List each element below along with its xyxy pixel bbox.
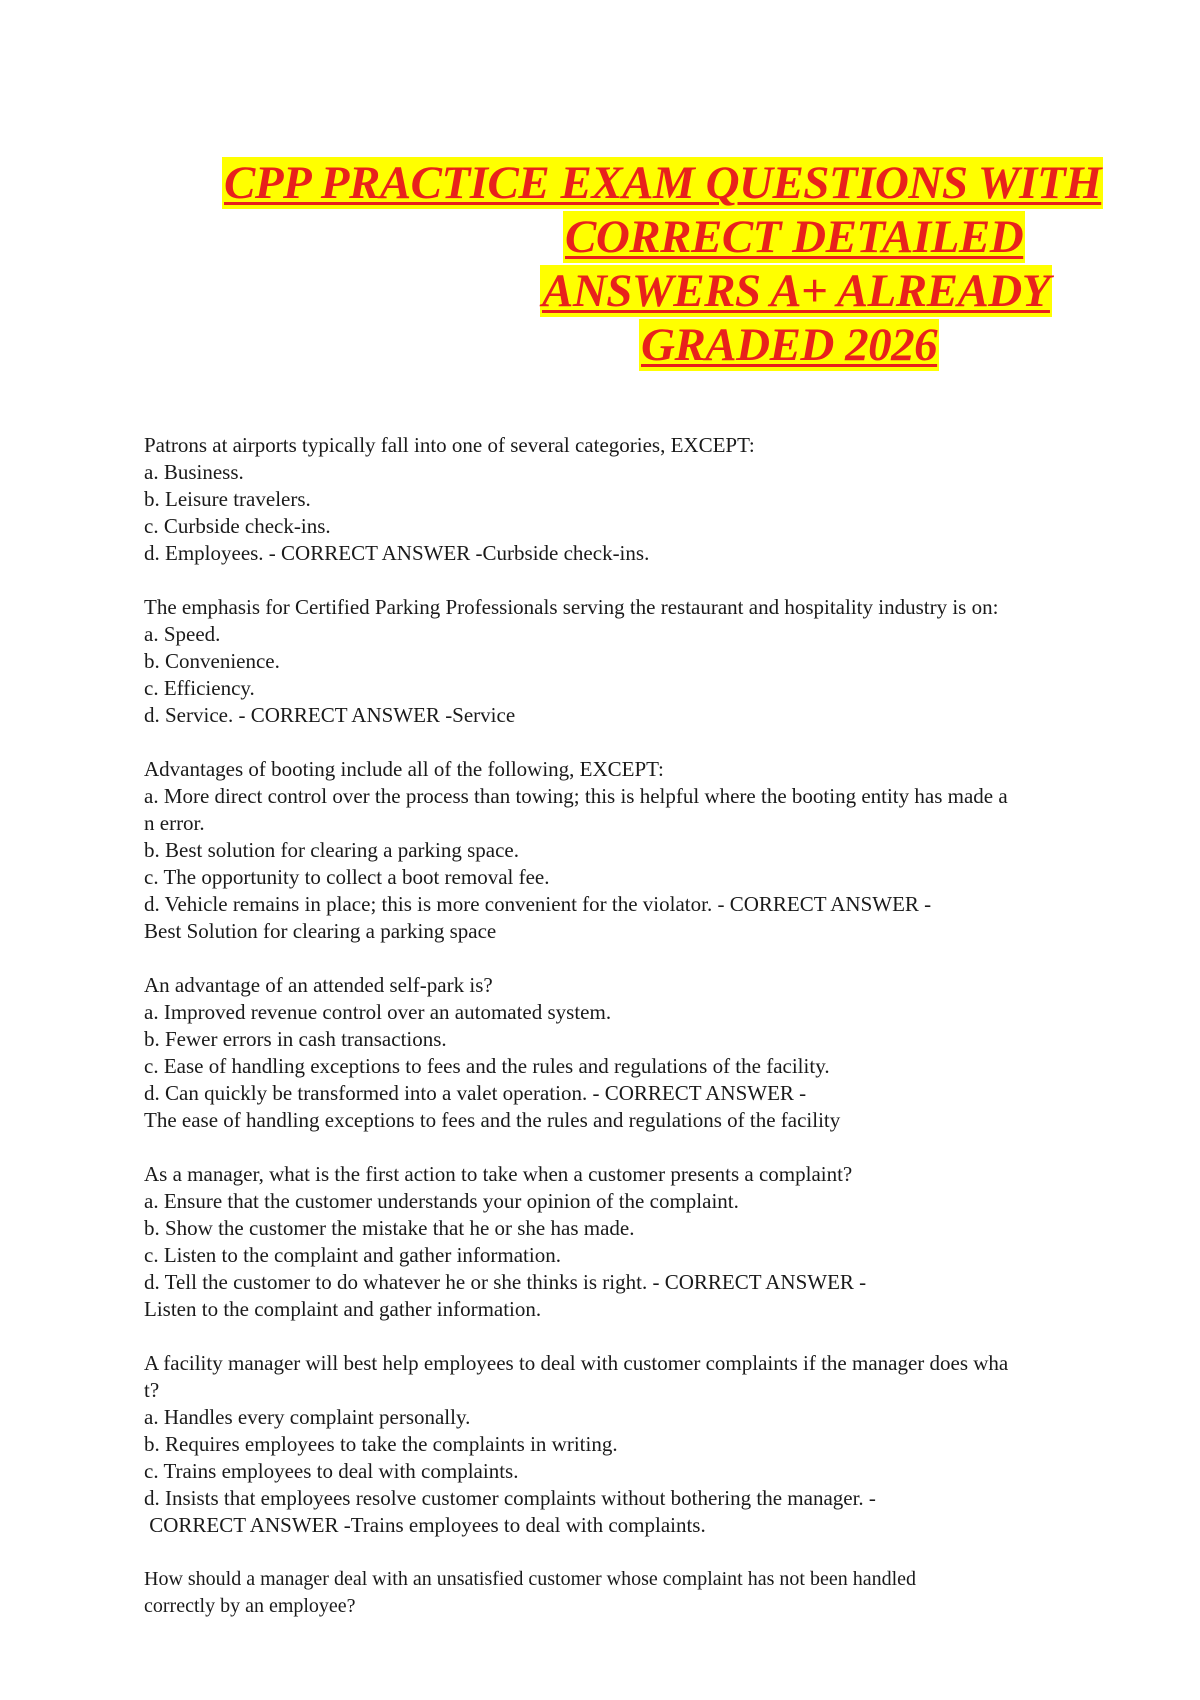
- answer-line: c. Trains employees to deal with complaints.: [144, 1459, 519, 1483]
- question-text: An advantage of an attended self-park is?: [144, 973, 493, 997]
- answer-line: The ease of handling exceptions to fees and the rules and regulations of the facility: [144, 1108, 841, 1132]
- answer-line: b. Requires employees to take the complaints in writing.: [144, 1432, 618, 1456]
- answer-line: a. Business.: [144, 460, 244, 484]
- answer-line: c. Ease of handling exceptions to fees and the rules and regulations of the facility.: [144, 1054, 830, 1078]
- answer-line: t?: [144, 1378, 160, 1402]
- question-list: [144, 432, 1064, 1647]
- answer-line: b. Leisure travelers.: [144, 487, 311, 511]
- title-line: CORRECT DETAILED: [565, 211, 1024, 263]
- answer-line: d. Employees. - CORRECT ANSWER -Curbside check-ins.: [144, 541, 650, 565]
- question-text: The emphasis for Certified Parking Professionals serving the restaurant and hospitality industry is on:: [144, 595, 999, 619]
- answer-line: Listen to the complaint and gather information.: [144, 1297, 542, 1321]
- answer-line: b. Best solution for clearing a parking space.: [144, 838, 519, 862]
- question-block: [144, 756, 1064, 945]
- answer-line: a. Handles every complaint personally.: [144, 1405, 471, 1429]
- question-block: [144, 1161, 1064, 1323]
- answer-line: a. Speed.: [144, 622, 221, 646]
- title-line: ANSWERS A+ ALREADY: [542, 265, 1050, 317]
- question-text: As a manager, what is the first action to take when a customer presents a complaint?: [144, 1162, 853, 1186]
- answer-line: b. Convenience.: [144, 649, 280, 673]
- question-text: Advantages of booting include all of the following, EXCEPT:: [144, 757, 664, 781]
- title-line: GRADED 2026: [641, 319, 938, 371]
- answer-line: a. Improved revenue control over an automated system.: [144, 1000, 612, 1024]
- question-block: [144, 1350, 1064, 1539]
- answer-line: n error.: [144, 811, 205, 835]
- answer-line: correctly by an employee?: [144, 1595, 356, 1617]
- question-block: [144, 1566, 1064, 1620]
- answer-line: Best Solution for clearing a parking space: [144, 919, 497, 943]
- answer-line: d. Vehicle remains in place; this is more convenient for the violator. - CORRECT ANSWER -: [144, 892, 932, 916]
- answer-line: a. Ensure that the customer understands your opinion of the complaint.: [144, 1189, 739, 1213]
- answer-line: CORRECT ANSWER -Trains employees to deal with complaints.: [144, 1513, 706, 1537]
- answer-line: d. Tell the customer to do whatever he or she thinks is right. - CORRECT ANSWER -: [144, 1270, 867, 1294]
- answer-line: b. Show the customer the mistake that he or she has made.: [144, 1216, 635, 1240]
- answer-line: d. Can quickly be transformed into a valet operation. - CORRECT ANSWER -: [144, 1081, 807, 1105]
- question-text: How should a manager deal with an unsatisfied customer whose complaint has not been handled: [144, 1568, 917, 1590]
- answer-line: c. Listen to the complaint and gather information.: [144, 1243, 561, 1267]
- question-text: A facility manager will best help employees to deal with customer complaints if the manager does wha: [144, 1351, 1009, 1375]
- question-block: [144, 972, 1064, 1134]
- answer-line: c. Efficiency.: [144, 676, 255, 700]
- answer-line: c. Curbside check-ins.: [144, 514, 331, 538]
- question-block: [144, 594, 1064, 729]
- answer-line: b. Fewer errors in cash transactions.: [144, 1027, 447, 1051]
- answer-line: d. Insists that employees resolve customer complaints without bothering the manager. -: [144, 1486, 876, 1510]
- answer-line: d. Service. - CORRECT ANSWER -Service: [144, 703, 516, 727]
- question-block: [144, 432, 1064, 567]
- answer-line: c. The opportunity to collect a boot removal fee.: [144, 865, 550, 889]
- answer-line: a. More direct control over the process than towing; this is helpful where the booting entity has made a: [144, 784, 1008, 808]
- question-text: Patrons at airports typically fall into one of several categories, EXCEPT:: [144, 433, 755, 457]
- title-line: CPP PRACTICE EXAM QUESTIONS WITH: [224, 157, 1102, 209]
